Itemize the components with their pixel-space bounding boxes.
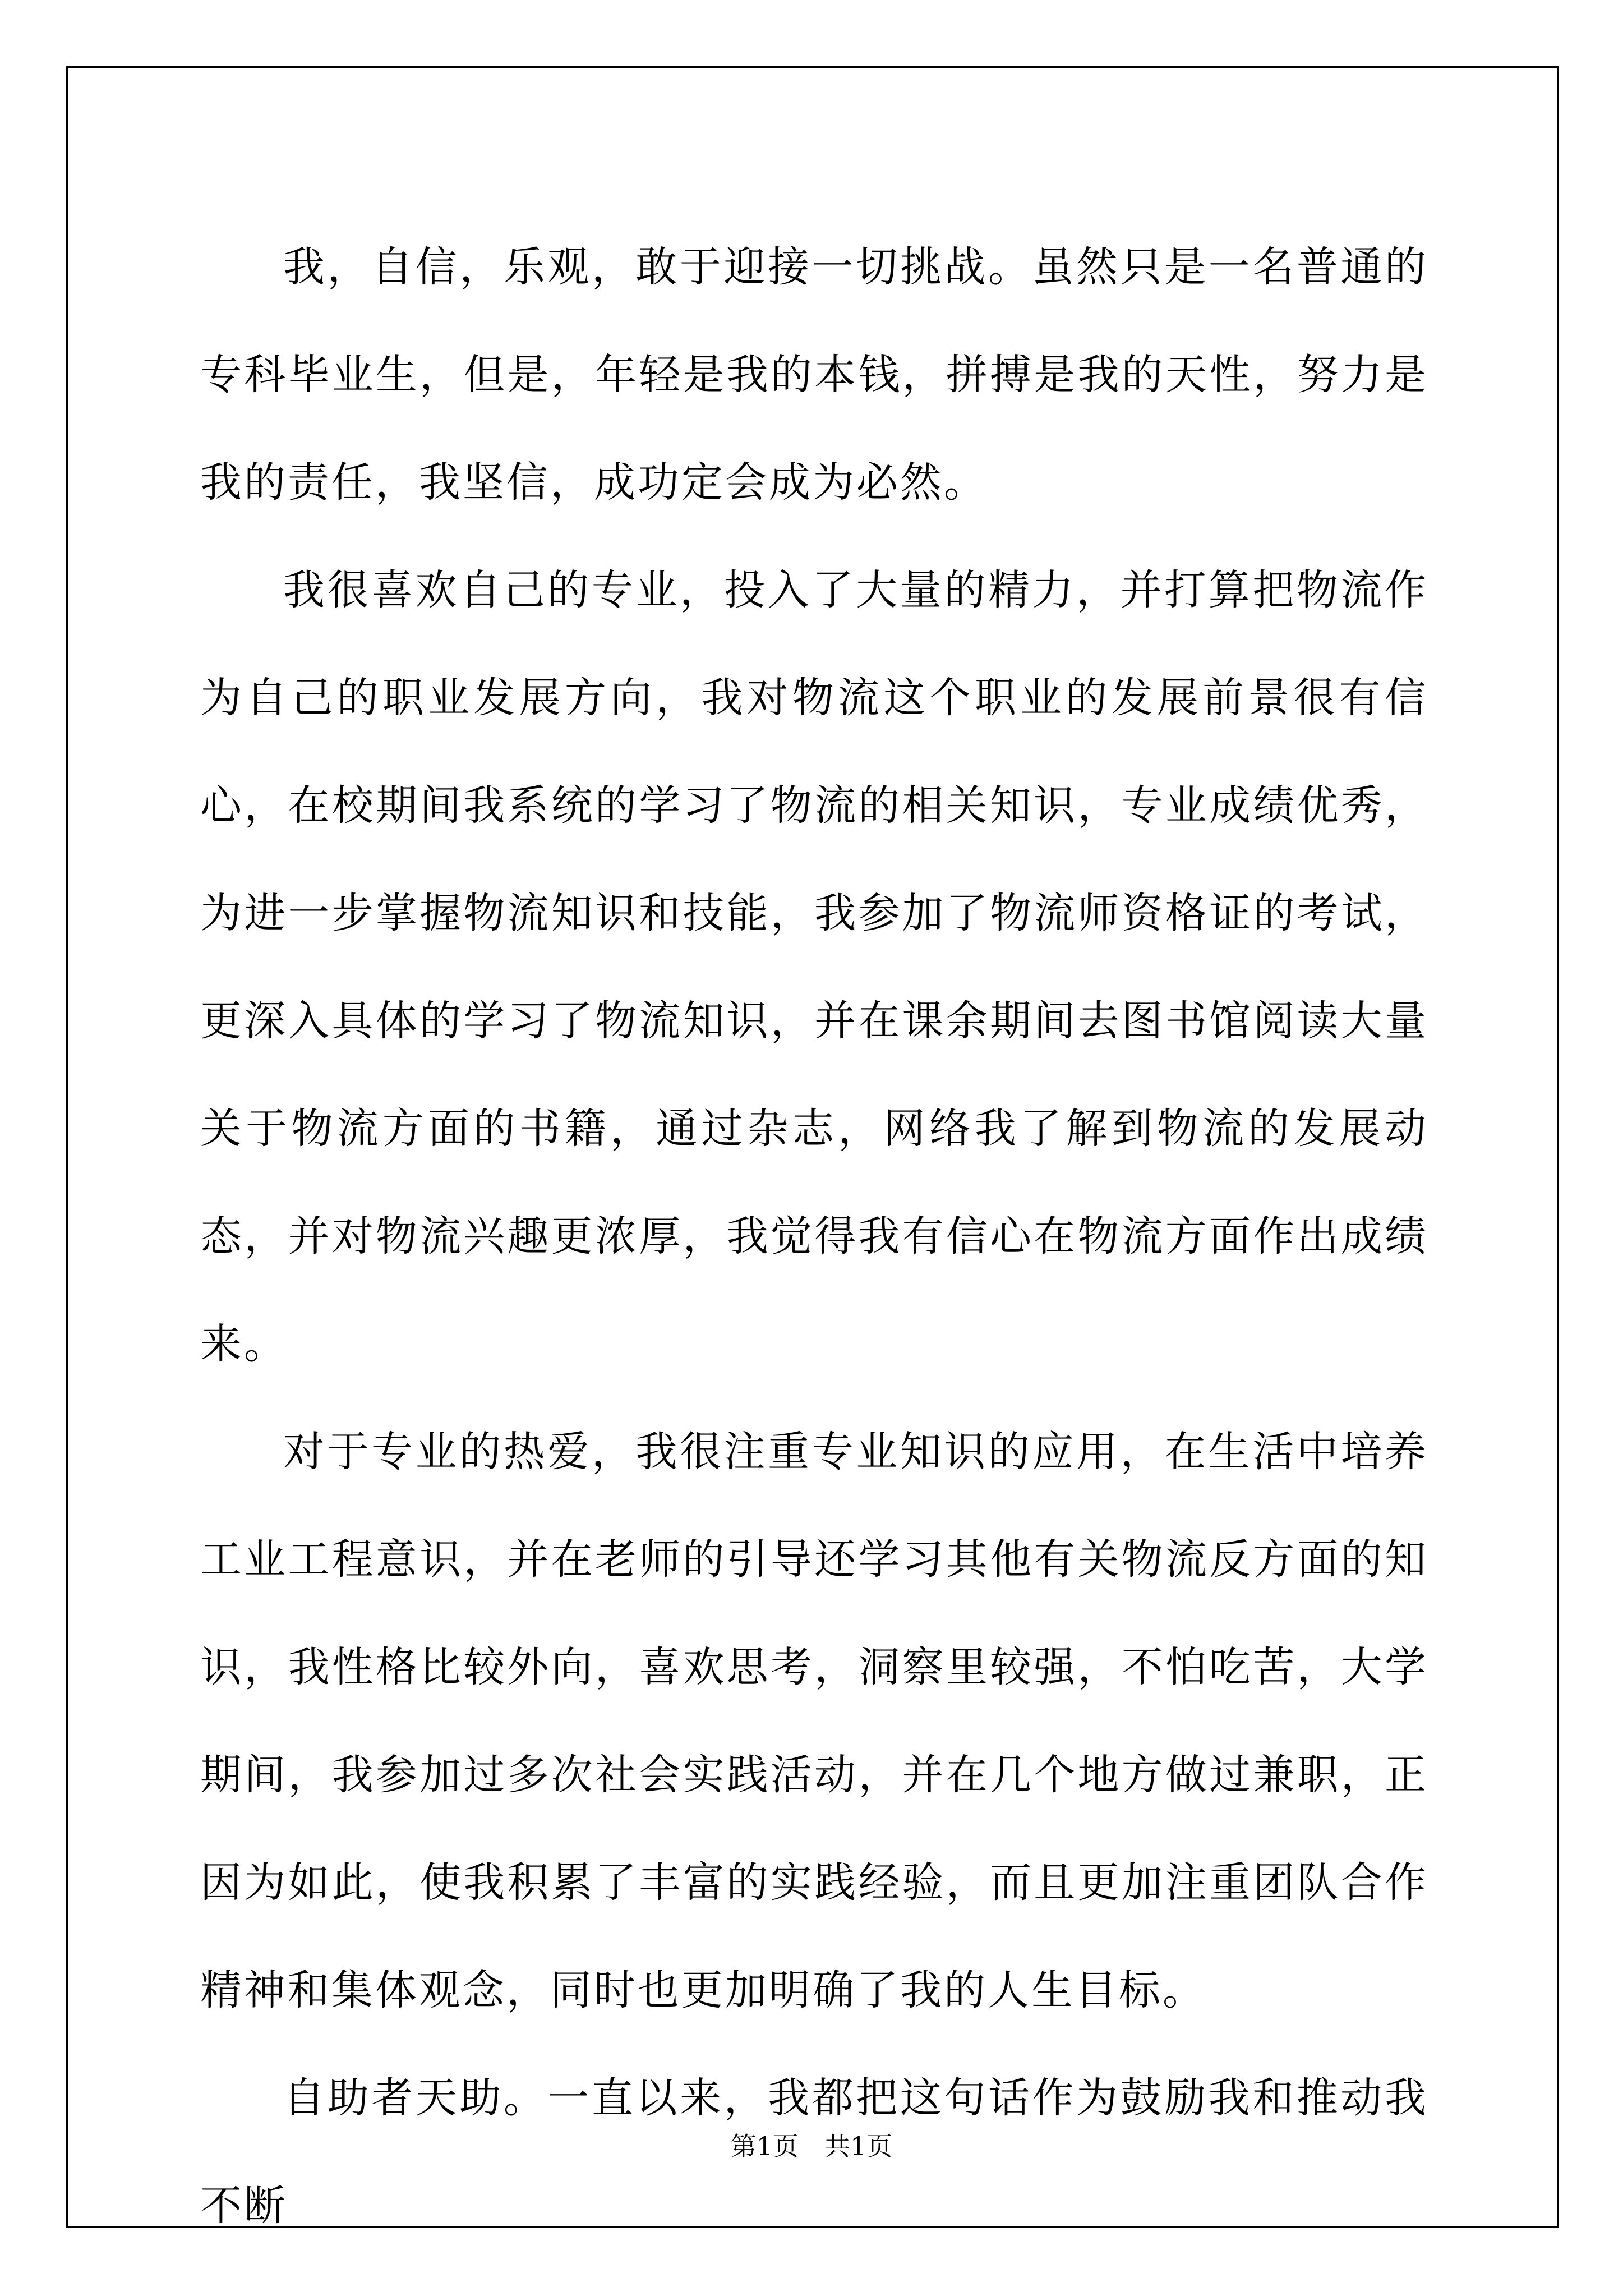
page-number-footer: 第1页 共1页 bbox=[730, 2131, 893, 2161]
paragraph-1: 我，自信，乐观，敢于迎接一切挑战。虽然只是一名普通的专科毕业生，但是，年轻是我的本钱，拼搏是我的天性，努力是我的责任，我坚信，成功定会成为必然。 bbox=[200, 243, 1428, 507]
document-body bbox=[200, 213, 1428, 2260]
paragraph-4: 自助者天助。一直以来，我都把这句话作为鼓励我和推动我不断 bbox=[200, 2074, 1428, 2230]
paragraph-2: 我很喜欢自己的专业，投入了大量的精力，并打算把物流作为自己的职业发展方向，我对物流这个职业的发展前景很有信心，在校期间我系统的学习了物流的相关知识，专业成绩优秀，为进一步掌握物流知识和技能，我参加了物流师资格证的考试，更深入具体的学习了物流知识，并在课余期间去图书馆阅读大量关于物流方面的书籍，通过杂志，网络我了解到物流的发展动态，并对物流兴趣更浓厚，我觉得我有信心在物流方面作出成绩来。 bbox=[200, 566, 1428, 1368]
paragraph-3: 对于专业的热爱，我很注重专业知识的应用，在生活中培养工业工程意识，并在老师的引导还学习其他有关物流反方面的知识，我性格比较外向，喜欢思考，洞察里较强，不怕吃苦，大学期间，我参加过多次社会实践活动，并在几个地方做过兼职，正因为如此，使我积累了丰富的实践经验，而且更加注重团队合作精神和集体观念，同时也更加明确了我的人生目标。 bbox=[200, 1428, 1428, 2014]
